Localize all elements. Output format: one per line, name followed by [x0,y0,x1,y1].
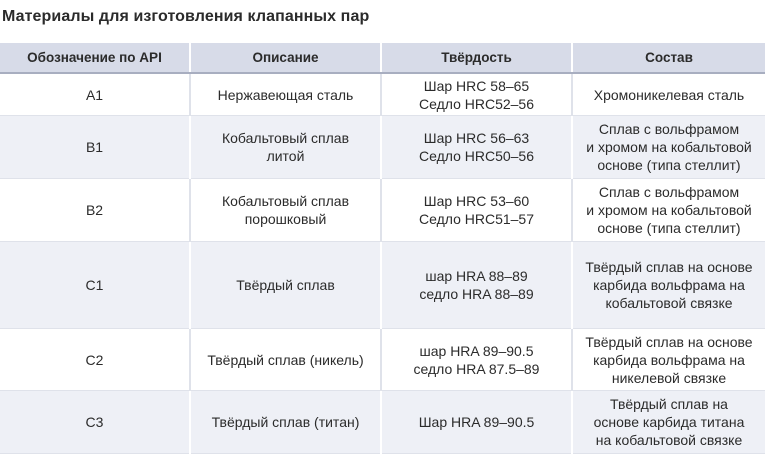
page-title: Материалы для изготовления клапанных пар [2,8,370,25]
table-row [0,242,765,329]
text-line: седло HRA 87.5–89 [413,360,540,377]
table-row [0,329,765,391]
text-line: никелевой связке [611,369,727,386]
text-line: Шар HRC 58–65 [423,77,530,94]
table-row [0,391,765,454]
text-line: седло HRA 88–89 [419,286,534,302]
header-composition: Состав [572,43,765,73]
table-header-row [0,43,765,73]
cell-composition [572,329,765,391]
cell-composition [572,242,765,329]
text-line: основе (типа стеллит) [597,220,741,236]
cell-composition [572,116,765,179]
cell-description [190,329,381,391]
text-line: шар HRA 88–89 [425,268,528,284]
text-line: Кобальтовый сплав [221,193,350,209]
table-row [0,73,765,116]
text-line: Хромоникелевая сталь [593,86,745,103]
text-line: кобальтовой связке [605,295,733,311]
cell-api: B2 [0,179,190,242]
cell-hardness [381,73,572,116]
cell-api: C1 [0,242,190,329]
text-line: на кобальтовой связке [595,432,743,448]
text-line: литой [266,148,305,164]
text-line: основе (типа стеллит) [597,157,741,173]
cell-composition [572,179,765,242]
text-line: Седло HRC50–56 [418,148,535,164]
text-line: Нержавеющая сталь [217,86,354,103]
text-line: Шар HRC 56–63 [423,130,530,146]
cell-description [190,116,381,179]
text-line: Шар HRC 53–60 [423,193,530,209]
cell-api: B1 [0,116,190,179]
text-line: Седло HRC52–56 [418,95,535,112]
text-line: основе карбида титана [593,414,745,430]
text-line: Твёрдый сплав (никель) [207,351,364,368]
materials-table [0,43,765,454]
cell-api: C3 [0,391,190,454]
text-line: Твёрдый сплав на основе [585,259,753,275]
text-line: карбида вольфрама на [593,351,745,368]
text-line: Сплав с вольфрамом [598,184,740,200]
table-row [0,116,765,179]
cell-description [190,179,381,242]
cell-description [190,242,381,329]
cell-composition [572,73,765,116]
cell-description [190,73,381,116]
text-line: Шар HRA 89–90.5 [418,414,535,430]
text-line: шар HRA 89–90.5 [419,342,534,359]
table-row [0,179,765,242]
cell-description [190,391,381,454]
header-description: Описание [190,43,381,73]
text-line: Седло HRC51–57 [418,211,535,227]
cell-hardness [381,179,572,242]
text-line: порошковый [244,211,327,227]
cell-hardness [381,116,572,179]
header-api: Обозначение по API [0,43,190,73]
text-line: карбида вольфрама на [593,277,745,293]
cell-hardness [381,329,572,391]
header-hardness: Твёрдость [381,43,572,73]
cell-hardness [381,242,572,329]
text-line: Твёрдый сплав [236,277,335,293]
cell-api: A1 [0,73,190,116]
cell-composition [572,391,765,454]
text-line: и хромом на кобальтовой [586,202,752,218]
text-line: Твёрдый сплав на [610,396,728,412]
text-line: Твёрдый сплав на основе [585,333,753,350]
cell-api: C2 [0,329,190,391]
text-line: Твёрдый сплав (титан) [211,414,360,430]
text-line: и хромом на кобальтовой [586,139,752,155]
cell-hardness [381,391,572,454]
text-line: Кобальтовый сплав [221,130,350,146]
text-line: Сплав с вольфрамом [598,121,740,137]
